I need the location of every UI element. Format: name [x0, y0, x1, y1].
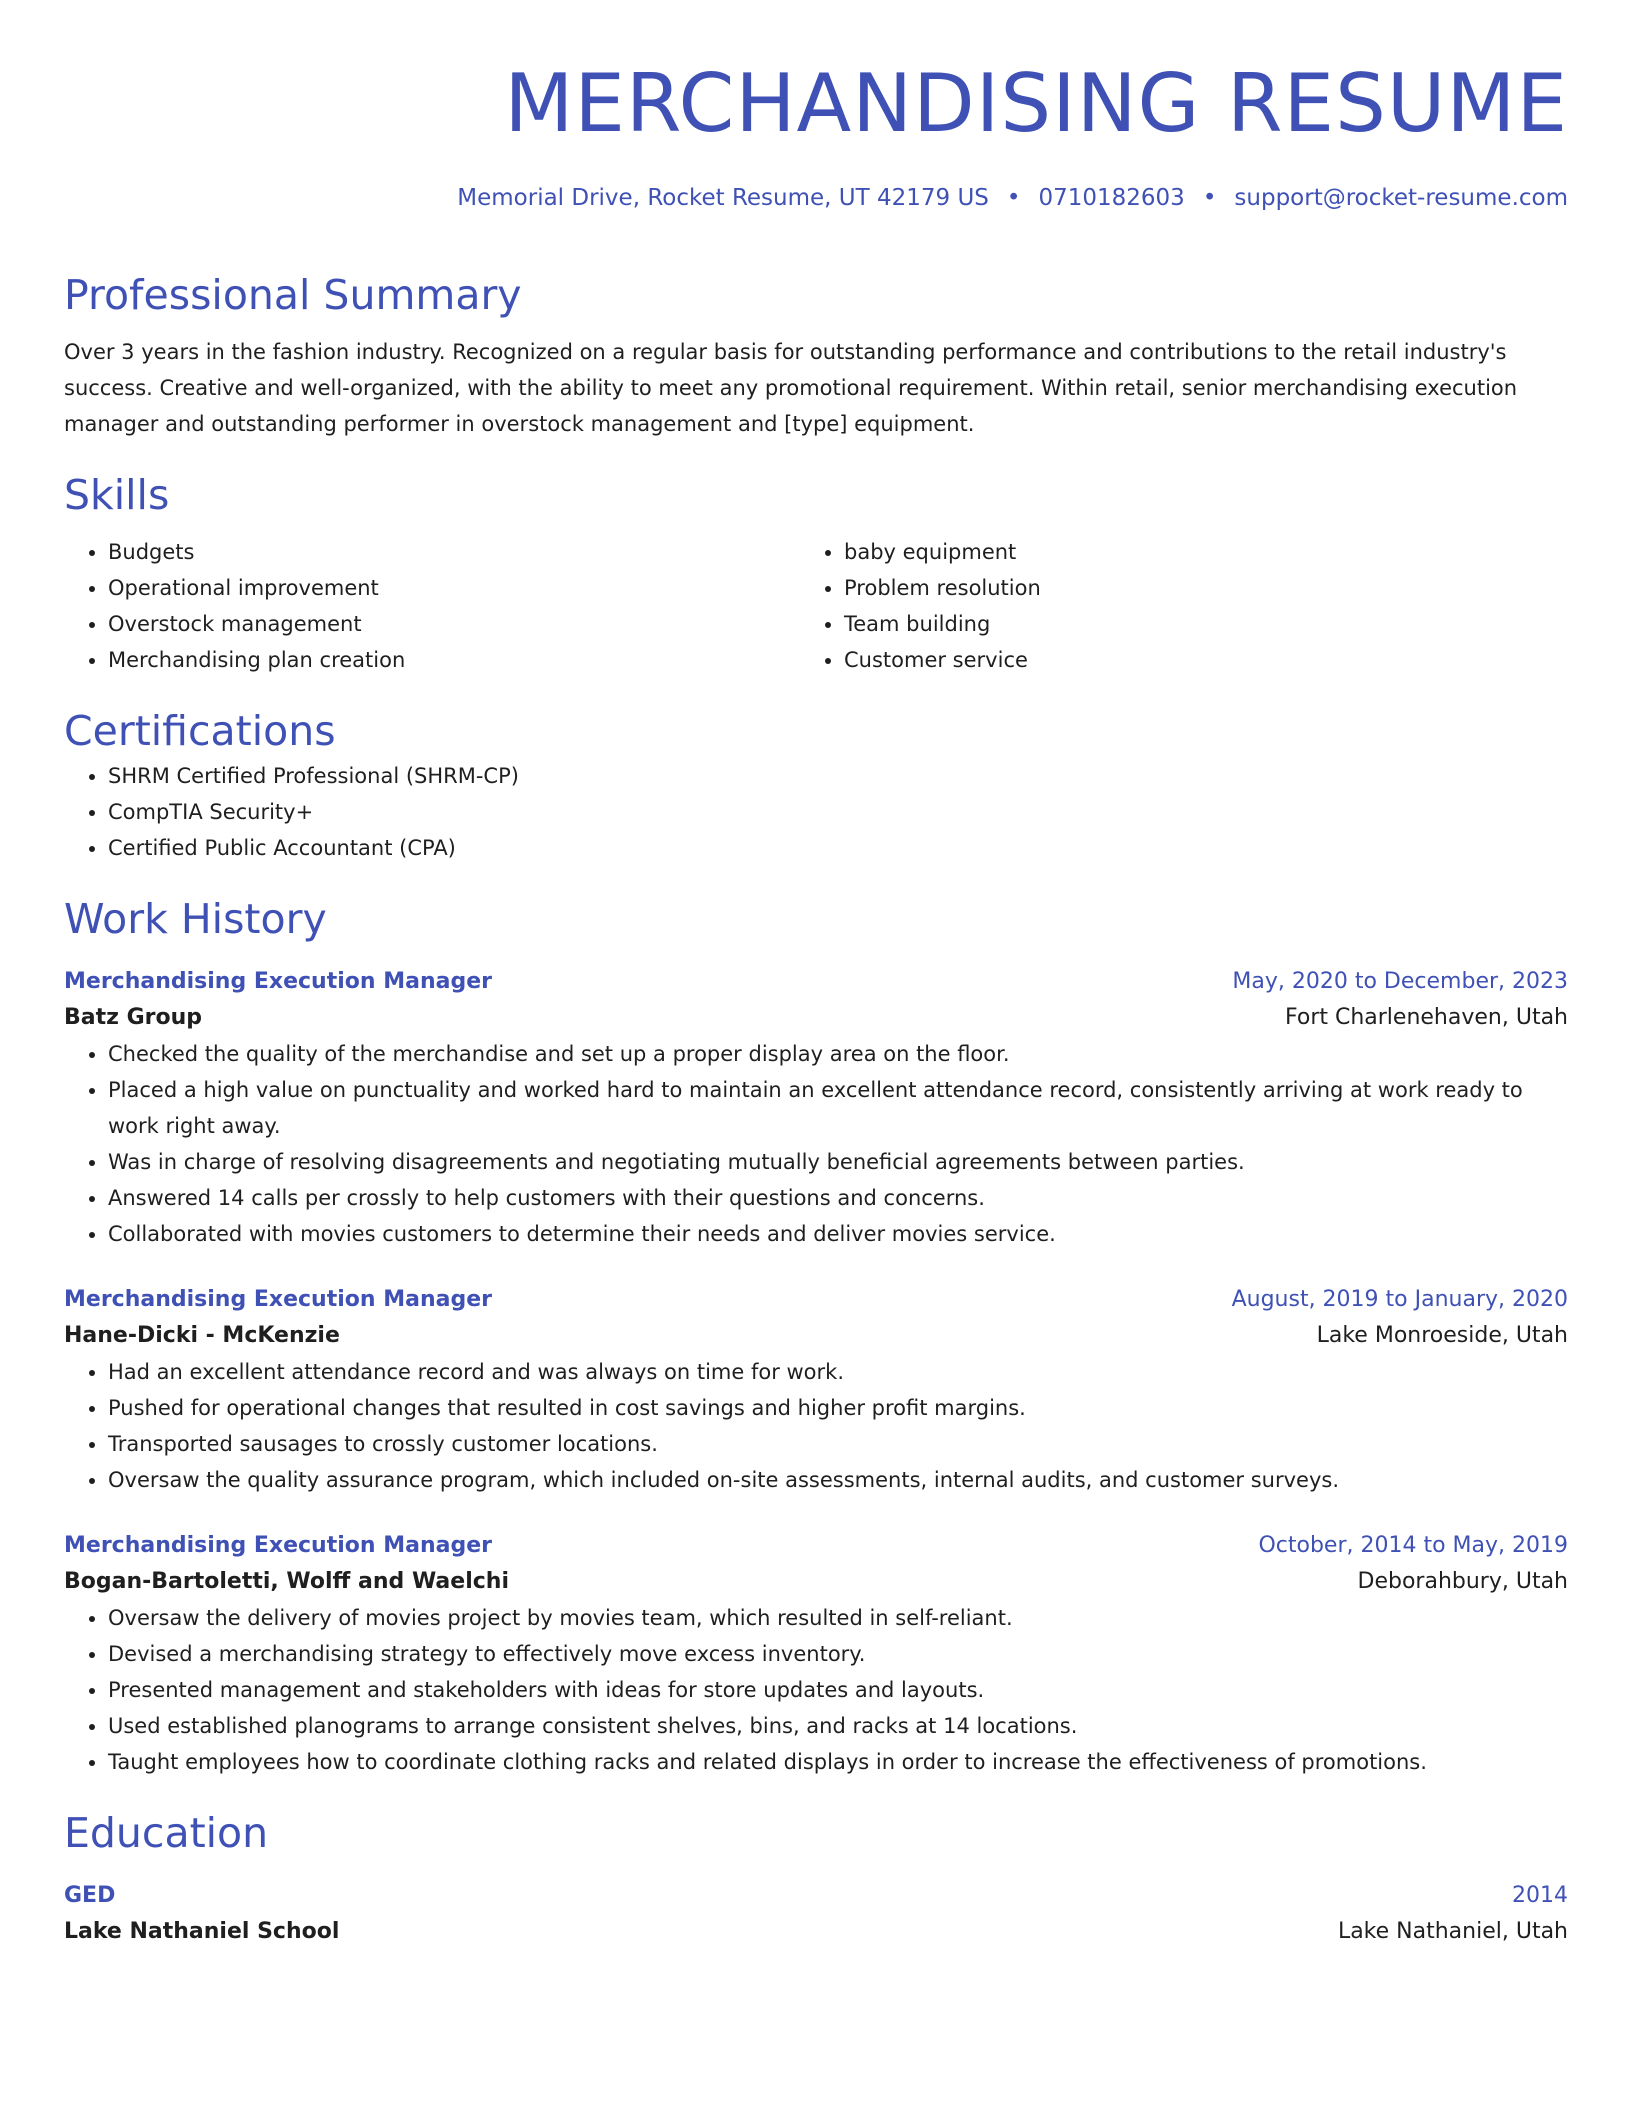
job-dates: May, 2020 to December, 2023 — [1232, 969, 1568, 994]
skill-item: • Overstock management — [108, 606, 800, 642]
job-header-row — [64, 1528, 1568, 1564]
job-bullet-list — [64, 1600, 1568, 1780]
job-entry — [64, 964, 1568, 1252]
certification-item: • SHRM Certified Professional (SHRM-CP) — [108, 758, 1568, 794]
certifications-list — [64, 758, 1568, 866]
education-school-row — [64, 1914, 1568, 1950]
skill-item: • Team building — [844, 606, 1536, 642]
skills-list-left — [64, 534, 800, 678]
job-location: Fort Charlenehaven, Utah — [1284, 1005, 1568, 1030]
job-entry — [64, 1282, 1568, 1498]
job-dates: October, 2014 to May, 2019 — [1258, 1533, 1568, 1558]
job-location: Deborahbury, Utah — [1357, 1569, 1568, 1594]
job-bullet: • Oversaw the quality assurance program, which included on-site assessments, internal audits, and customer surveys. — [108, 1462, 1568, 1498]
job-title: Merchandising Execution Manager — [64, 969, 492, 994]
job-company-row — [64, 1564, 1568, 1600]
job-bullet: • Oversaw the delivery of movies project by movies team, which resulted in self-reliant. — [108, 1600, 1568, 1636]
contact-email[interactable]: support@rocket-resume.com — [1234, 185, 1568, 211]
job-title: Merchandising Execution Manager — [64, 1533, 492, 1558]
job-bullet: • Taught employees how to coordinate clothing racks and related displays in order to increase the effectiveness of promotions. — [108, 1744, 1568, 1780]
contact-line — [64, 184, 1568, 212]
skill-item: • Customer service — [844, 642, 1536, 678]
education-title: Education — [64, 1809, 269, 1857]
job-company: Batz Group — [64, 1005, 203, 1030]
job-bullet: • Was in charge of resolving disagreements and negotiating mutually beneficial agreements between parties. — [108, 1144, 1568, 1180]
job-header-row — [64, 964, 1568, 1000]
job-bullet: • Pushed for operational changes that resulted in cost savings and higher profit margins. — [108, 1390, 1568, 1426]
summary-title: Professional Summary — [64, 271, 522, 319]
job-entry — [64, 1528, 1568, 1780]
skill-item: • Budgets — [108, 534, 800, 570]
job-bullet: • Used established planograms to arrange consistent shelves, bins, and racks at 14 locations. — [108, 1708, 1568, 1744]
contact-phone: 0710182603 — [1038, 185, 1185, 211]
skills-title: Skills — [64, 471, 170, 519]
education-degree: GED — [64, 1883, 116, 1908]
certifications-title: Certifications — [64, 707, 336, 755]
job-company-row — [64, 1318, 1568, 1354]
skill-item: • Operational improvement — [108, 570, 800, 606]
skill-item: • Merchandising plan creation — [108, 642, 800, 678]
job-bullet: • Placed a high value on punctuality and worked hard to maintain an excellent attendance record, consistently arriving at work ready to work right away. — [108, 1072, 1568, 1144]
summary-text: Over 3 years in the fashion industry. Recognized on a regular basis for outstanding performance and contributions to the retail industry's success. Creative and well-organized, with the ability to meet any promotional requirement. Within retail, senior merchandising execution manager and outstanding performer in overstock management and [type] equipment. — [64, 340, 1518, 436]
job-bullet-list — [64, 1036, 1568, 1252]
skill-item: • baby equipment — [844, 534, 1536, 570]
job-company-row — [64, 1000, 1568, 1036]
job-bullet: • Answered 14 calls per crossly to help customers with their questions and concerns. — [108, 1180, 1568, 1216]
job-title: Merchandising Execution Manager — [64, 1287, 492, 1312]
education-section — [64, 1806, 1568, 1950]
job-dates: August, 2019 to January, 2020 — [1231, 1287, 1568, 1312]
education-school: Lake Nathaniel School — [64, 1919, 340, 1944]
work-history-title: Work History — [64, 895, 327, 943]
job-location: Lake Monroeside, Utah — [1316, 1323, 1568, 1348]
job-bullet: • Presented management and stakeholders with ideas for store updates and layouts. — [108, 1672, 1568, 1708]
skill-item: • Problem resolution — [844, 570, 1536, 606]
summary-section — [64, 268, 1568, 442]
job-company: Bogan-Bartoletti, Wolff and Waelchi — [64, 1569, 509, 1594]
job-bullet: • Collaborated with movies customers to determine their needs and deliver movies service. — [108, 1216, 1568, 1252]
resume-name: MERCHANDISING RESUME — [504, 57, 1568, 150]
skills-section — [64, 468, 1568, 678]
skills-grid — [64, 534, 1568, 678]
education-year: 2014 — [1512, 1883, 1568, 1908]
contact-address: Memorial Drive, Rocket Resume, UT 42179 US — [457, 185, 989, 211]
job-header-row — [64, 1282, 1568, 1318]
job-company: Hane-Dicki - McKenzie — [64, 1323, 340, 1348]
job-bullet: • Devised a merchandising strategy to effectively move excess inventory. — [108, 1636, 1568, 1672]
certification-item: • CompTIA Security+ — [108, 794, 1568, 830]
work-history-section — [64, 892, 1568, 1780]
job-bullet-list — [64, 1354, 1568, 1498]
education-header-row — [64, 1878, 1568, 1914]
skills-list-right — [800, 534, 1536, 678]
resume-header — [64, 58, 1568, 212]
education-location: Lake Nathaniel, Utah — [1337, 1919, 1568, 1944]
contact-separator: • — [1202, 185, 1217, 211]
job-bullet: • Transported sausages to crossly customer locations. — [108, 1426, 1568, 1462]
education-entry — [64, 1878, 1568, 1950]
job-bullet: • Had an excellent attendance record and was always on time for work. — [108, 1354, 1568, 1390]
contact-separator: • — [1006, 185, 1021, 211]
certifications-section — [64, 704, 1568, 866]
job-bullet: • Checked the quality of the merchandise and set up a proper display area on the floor. — [108, 1036, 1568, 1072]
certification-item: • Certified Public Accountant (CPA) — [108, 830, 1568, 866]
